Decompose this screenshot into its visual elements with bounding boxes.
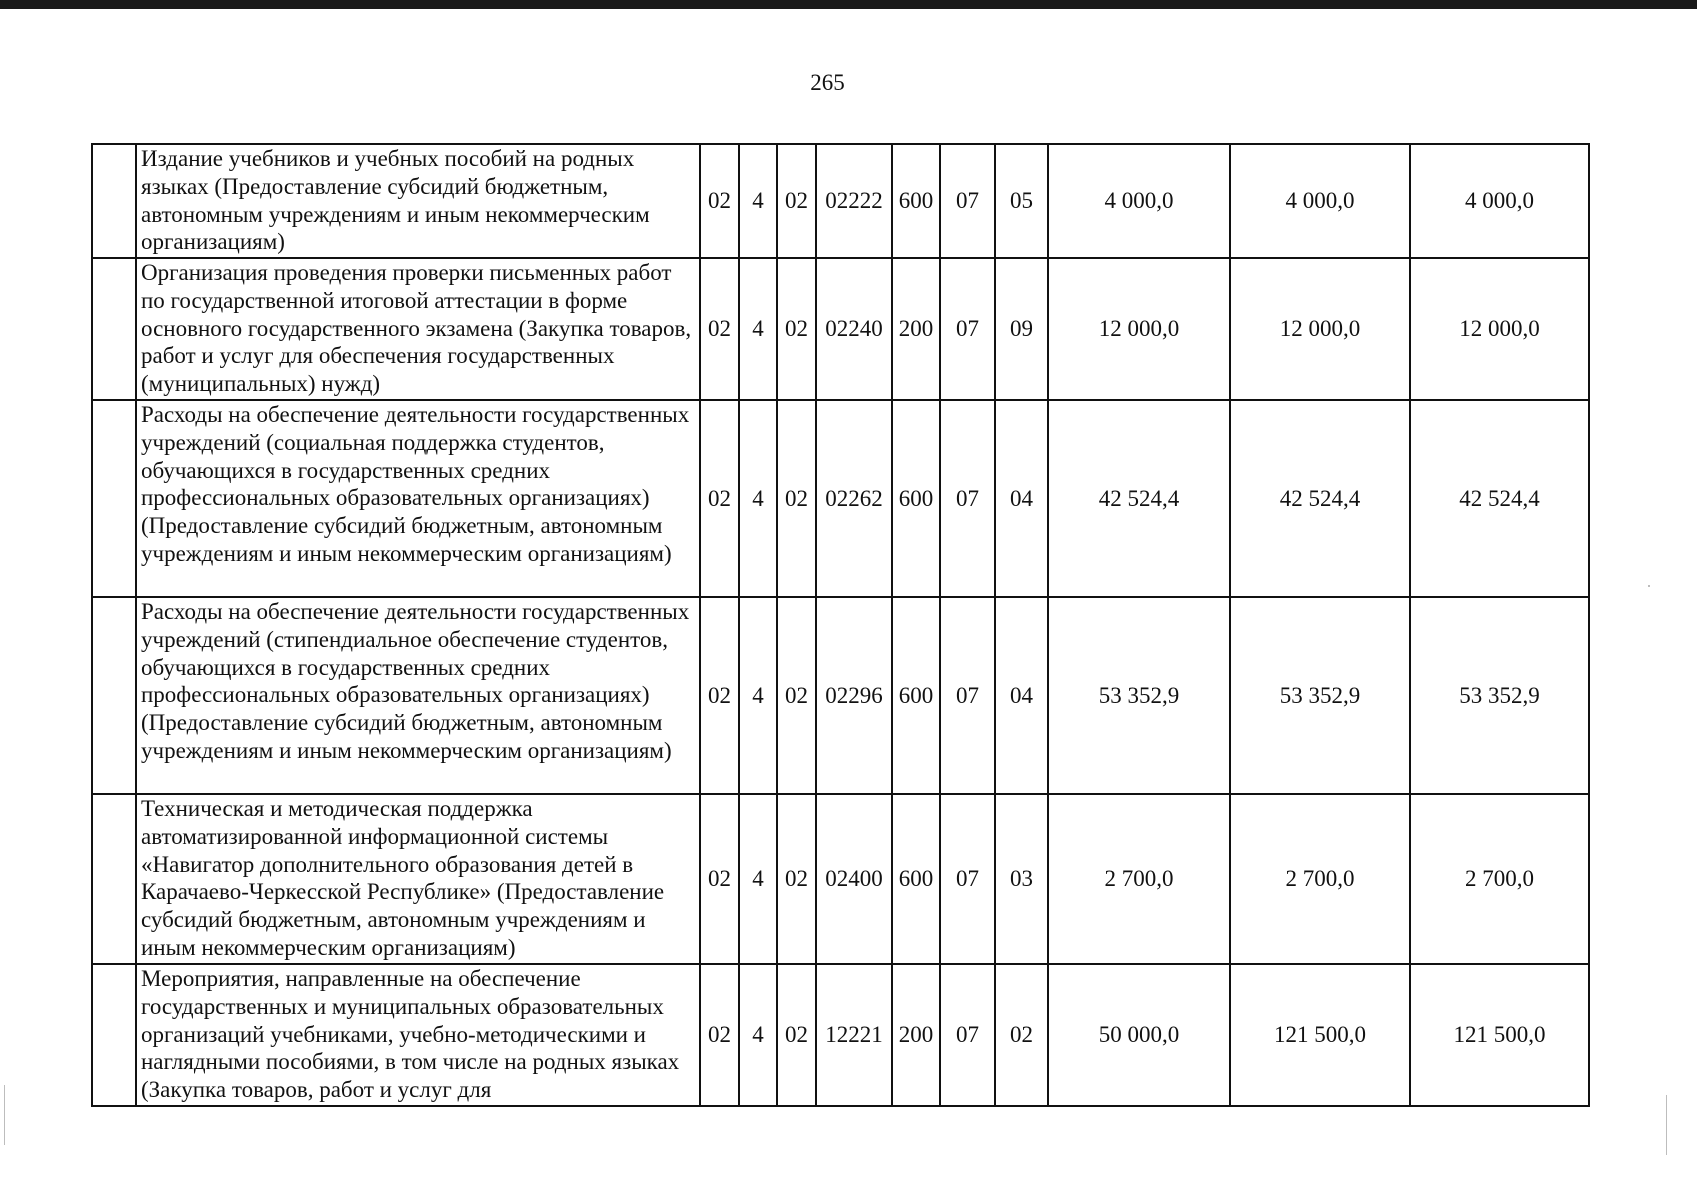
code-cell: 02 — [700, 400, 739, 597]
amount-cell: 2 700,0 — [1230, 794, 1410, 964]
code-cell: 05 — [995, 144, 1048, 258]
table-row — [92, 144, 1589, 258]
amount-cell: 121 500,0 — [1230, 964, 1410, 1106]
code-cell: 4 — [739, 794, 777, 964]
code-cell: 02 — [777, 144, 816, 258]
code-cell: 04 — [995, 400, 1048, 597]
code-cell: 02 — [777, 258, 816, 400]
budget-table — [91, 143, 1590, 1107]
row-index-cell — [92, 794, 136, 964]
amount-cell: 12 000,0 — [1410, 258, 1589, 400]
code-cell: 03 — [995, 794, 1048, 964]
row-description: Организация проведения проверки письменных работ по государственной итоговой аттестации в форме основного государственного экзамена (Закупка товаров, работ и услуг для обеспечения государственных (муниципальных) нужд) — [136, 258, 700, 400]
code-cell: 600 — [892, 597, 940, 794]
amount-cell: 53 352,9 — [1230, 597, 1410, 794]
code-cell: 09 — [995, 258, 1048, 400]
code-cell: 02 — [700, 144, 739, 258]
page-number: 265 — [810, 70, 845, 95]
code-cell: 600 — [892, 794, 940, 964]
code-cell: 02 — [777, 794, 816, 964]
amount-cell: 42 524,4 — [1230, 400, 1410, 597]
table-row — [92, 258, 1589, 400]
code-cell: 07 — [940, 597, 995, 794]
code-cell: 02222 — [816, 144, 892, 258]
table-row — [92, 597, 1589, 794]
amount-cell: 12 000,0 — [1230, 258, 1410, 400]
row-description: Расходы на обеспечение деятельности государственных учреждений (социальная поддержка студентов, обучающихся в государственных средних профессиональных образовательных организациях) (Предоставление субсидий бюджетным, автономным учреждениям и иным некоммерческим организациям) — [136, 400, 700, 597]
code-cell: 02 — [700, 794, 739, 964]
amount-cell: 4 000,0 — [1048, 144, 1230, 258]
row-index-cell — [92, 964, 136, 1106]
code-cell: 02400 — [816, 794, 892, 964]
code-cell: 4 — [739, 144, 777, 258]
code-cell: 02 — [777, 964, 816, 1106]
amount-cell: 12 000,0 — [1048, 258, 1230, 400]
amount-cell: 2 700,0 — [1048, 794, 1230, 964]
row-index-cell — [92, 400, 136, 597]
code-cell: 02 — [700, 258, 739, 400]
code-cell: 02262 — [816, 400, 892, 597]
scan-top-border — [0, 0, 1697, 9]
row-index-cell — [92, 144, 136, 258]
code-cell: 02 — [700, 964, 739, 1106]
code-cell: 4 — [739, 597, 777, 794]
code-cell: 07 — [940, 144, 995, 258]
code-cell: 07 — [940, 400, 995, 597]
code-cell: 02296 — [816, 597, 892, 794]
table-row — [92, 964, 1589, 1106]
row-description: Мероприятия, направленные на обеспечение государственных и муниципальных образовательных организаций учебниками, учебно-методическими и наглядными пособиями, в том числе на родных языках (Закупка товаров, работ и услуг для — [136, 964, 700, 1106]
scan-edge-mark — [1666, 1095, 1667, 1155]
amount-cell: 42 524,4 — [1048, 400, 1230, 597]
amount-cell: 2 700,0 — [1410, 794, 1589, 964]
code-cell: 4 — [739, 400, 777, 597]
amount-cell: 50 000,0 — [1048, 964, 1230, 1106]
code-cell: 4 — [739, 964, 777, 1106]
row-index-cell — [92, 258, 136, 400]
code-cell: 12221 — [816, 964, 892, 1106]
code-cell: 600 — [892, 400, 940, 597]
code-cell: 02 — [700, 597, 739, 794]
amount-cell: 121 500,0 — [1410, 964, 1589, 1106]
code-cell: 04 — [995, 597, 1048, 794]
amount-cell: 42 524,4 — [1410, 400, 1589, 597]
amount-cell: 53 352,9 — [1410, 597, 1589, 794]
row-index-cell — [92, 597, 136, 794]
amount-cell: 53 352,9 — [1048, 597, 1230, 794]
row-description: Расходы на обеспечение деятельности государственных учреждений (стипендиальное обеспечение студентов, обучающихся в государственных средних профессиональных образовательных организациях) (Предоставление субсидий бюджетным, автономным учреждениям и иным некоммерческим организациям) — [136, 597, 700, 794]
row-description: Техническая и методическая поддержка автоматизированной информационной системы «Навигатор дополнительного образования детей в Карачаево-Черкесской Республике» (Предоставление субсидий бюджетным, автономным учреждениям и иным некоммерческим организациям) — [136, 794, 700, 964]
code-cell: 600 — [892, 144, 940, 258]
code-cell: 02 — [777, 597, 816, 794]
amount-cell: 4 000,0 — [1410, 144, 1589, 258]
code-cell: 07 — [940, 964, 995, 1106]
code-cell: 02 — [995, 964, 1048, 1106]
scan-edge-mark — [1648, 585, 1650, 587]
table-row — [92, 794, 1589, 964]
code-cell: 200 — [892, 258, 940, 400]
table-row — [92, 400, 1589, 597]
amount-cell: 4 000,0 — [1230, 144, 1410, 258]
code-cell: 07 — [940, 794, 995, 964]
code-cell: 4 — [739, 258, 777, 400]
row-description: Издание учебников и учебных пособий на родных языках (Предоставление субсидий бюджетным, автономным учреждениям и иным некоммерческим организациям) — [136, 144, 700, 258]
scan-edge-mark — [4, 1085, 5, 1145]
code-cell: 200 — [892, 964, 940, 1106]
code-cell: 07 — [940, 258, 995, 400]
code-cell: 02 — [777, 400, 816, 597]
code-cell: 02240 — [816, 258, 892, 400]
